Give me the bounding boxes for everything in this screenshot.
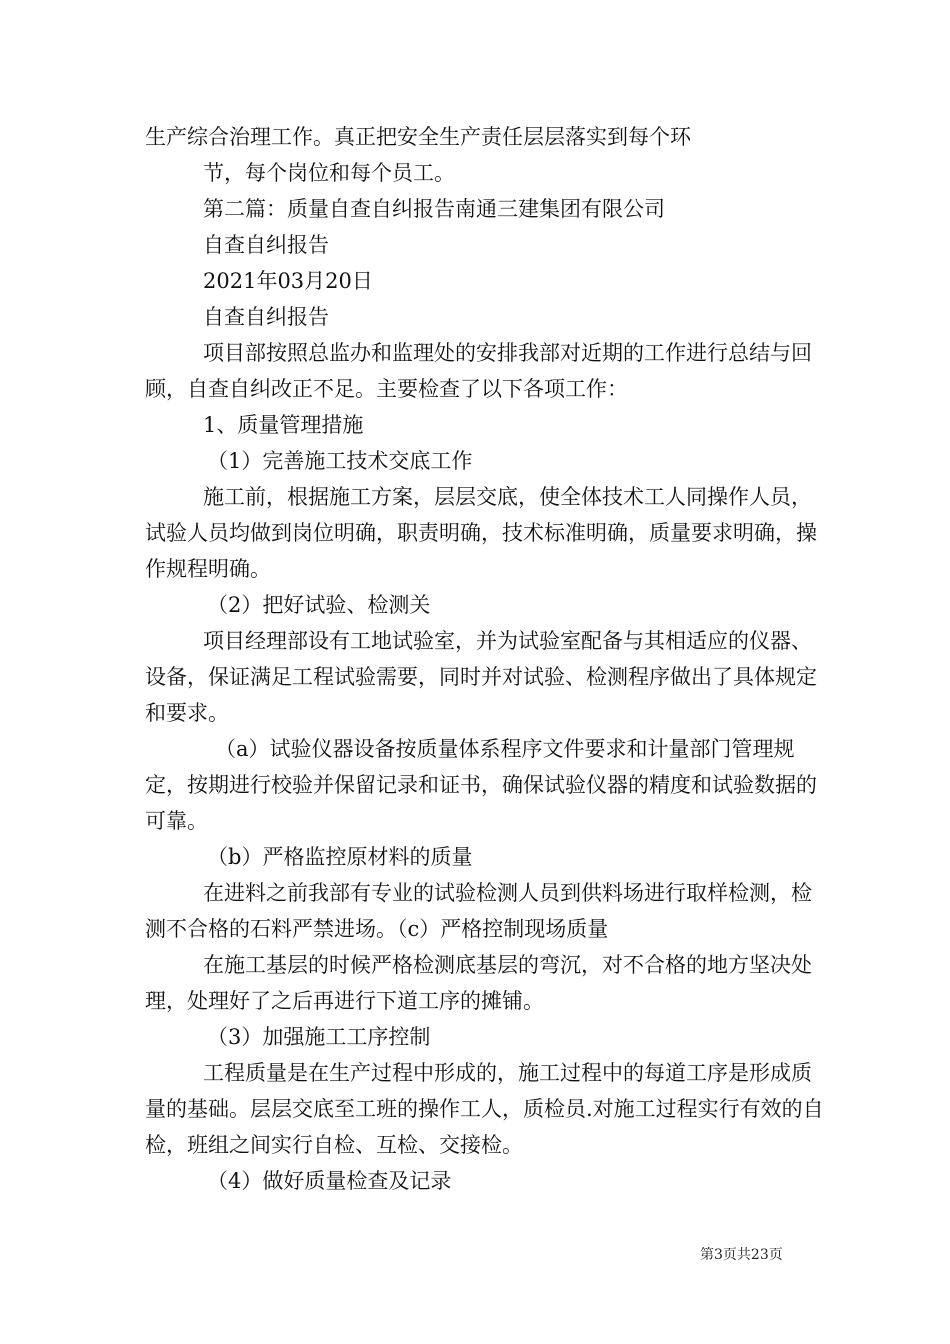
- paragraph: 施工前，根据施工方案，层层交底，使全体技术工人同操作人员，试验人员均做到岗位明确，职责明确，技术标准明确，质量要求明确，操作规程明确。: [145, 485, 817, 581]
- report-title: 自查自纠报告: [203, 305, 329, 329]
- paragraph: 在进料之前我部有专业的试验检测人员到供料场进行取样检测，检测不合格的石料严禁进场。（c）严格控制现场质量: [145, 881, 812, 941]
- paragraph: 在施工基层的时候严格检测底基层的弯沉，对不合格的地方坚决处理，处理好了之后再进行下道工序的摊铺。: [145, 953, 812, 1013]
- subheading: （b）严格监控原材料的质量: [207, 845, 473, 869]
- subheading: （3）加强施工工序控制: [207, 1025, 431, 1049]
- paragraph: （a）试验仪器设备按质量体系程序文件要求和计量部门管理规定，按期进行校验并保留记录和证书，确保试验仪器的精度和试验数据的可靠。: [145, 737, 817, 833]
- heading: 1、质量管理措施: [203, 413, 364, 437]
- report-title: 自查自纠报告: [203, 233, 329, 257]
- paragraph: 项目经理部设有工地试验室，并为试验室配备与其相适应的仪器、设备，保证满足工程试验需要，同时并对试验、检测程序做出了具体规定和要求。: [145, 629, 817, 725]
- paragraph: 项目部按照总监办和监理处的安排我部对近期的工作进行总结与回顾，自查自纠改正不足。主要检查了以下各项工作：: [145, 341, 812, 401]
- document-body: [145, 119, 825, 1199]
- paragraph: 生产综合治理工作。真正把安全生产责任层层落实到每个环: [145, 125, 691, 149]
- page-number: 第3页共23页: [700, 1247, 783, 1263]
- paragraph: 工程质量是在生产过程中形成的，施工过程中的每道工序是形成质量的基础。层层交底至工班的操作工人，质检员.对施工过程实行有效的自检，班组之间实行自检、互检、交接检。: [145, 1061, 824, 1157]
- report-date: 2021年03月20日: [203, 269, 373, 293]
- subheading: （2）把好试验、检测关: [207, 593, 431, 617]
- paragraph: 节，每个岗位和每个员工。: [203, 161, 455, 185]
- section-title: 第二篇：质量自查自纠报告南通三建集团有限公司: [203, 197, 665, 221]
- subheading: （1）完善施工技术交底工作: [207, 449, 473, 473]
- subheading: （4）做好质量检查及记录: [207, 1169, 452, 1193]
